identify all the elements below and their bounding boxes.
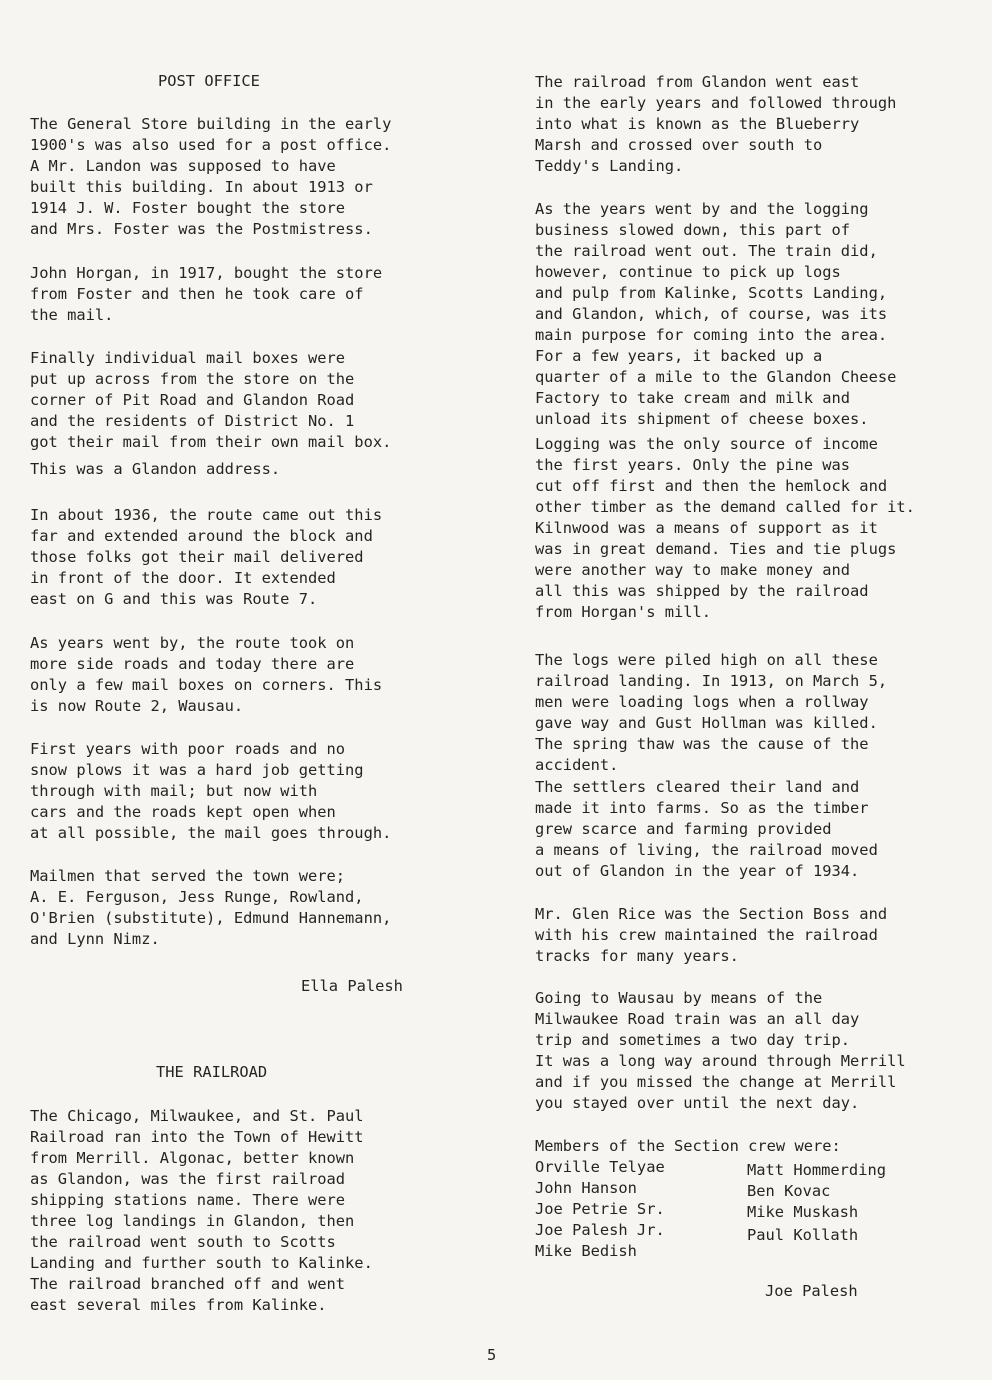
text-line: The General Store building in the early (30, 115, 392, 133)
post-office-paragraph-5 (30, 505, 382, 610)
text-line: Mr. Glen Rice was the Section Boss and (535, 905, 888, 923)
text-line: east on G and this was Route 7. (30, 590, 318, 608)
text-line: Railroad ran into the Town of Hewitt (30, 1128, 364, 1146)
railroad-heading: THE RAILROAD (156, 1063, 268, 1081)
post-office-paragraph-1 (30, 114, 391, 240)
text-line: Logging was the only source of income (535, 435, 878, 453)
text-line: got their mail from their own mail box. (30, 433, 392, 451)
post-office-paragraph-2 (30, 263, 382, 326)
text-line: For a few years, it backed up a (535, 347, 823, 365)
text-line: and the residents of District No. 1 (30, 412, 355, 430)
text-line: from Horgan's mill. (535, 603, 712, 621)
text-line: 1914 J. W. Foster bought the store (30, 199, 346, 217)
text-line: As the years went by and the logging (535, 200, 869, 218)
text-line: and Lynn Nimz. (30, 930, 160, 948)
text-line: with his crew maintained the railroad (535, 926, 878, 944)
text-line: out of Glandon in the year of 1934. (535, 862, 860, 880)
text-line: three log landings in Glandon, then (30, 1212, 355, 1230)
text-line: Ben Kovac (747, 1182, 831, 1200)
railroad-paragraph-5 (535, 777, 878, 882)
text-line: built this building. In about 1913 or (30, 178, 373, 196)
text-line: The railroad branched off and went (30, 1275, 346, 1293)
text-line: all this was shipped by the railroad (535, 582, 869, 600)
text-line: those folks got their mail delivered (30, 548, 364, 566)
text-line: The settlers cleared their land and (535, 778, 860, 796)
text-line: The Chicago, Milwaukee, and St. Paul (30, 1107, 364, 1125)
text-line: quarter of a mile to the Glandon Cheese (535, 368, 897, 386)
text-line: Mailmen that served the town were; (30, 867, 346, 885)
text-line: Teddy's Landing. (535, 157, 684, 175)
post-office-paragraph-4 (30, 459, 280, 480)
text-line: John Hanson (535, 1179, 637, 1197)
text-line: shipping stations name. There were (30, 1191, 346, 1209)
text-line: Milwaukee Road train was an all day (535, 1010, 860, 1028)
text-line: Finally individual mail boxes were (30, 349, 346, 367)
text-line: corner of Pit Road and Glandon Road (30, 391, 355, 409)
crew-list-left (535, 1157, 665, 1262)
post-office-heading: POST OFFICE (158, 72, 260, 90)
text-line: It was a long way around through Merrill (535, 1052, 906, 1070)
text-line: In about 1936, the route came out this (30, 506, 383, 524)
text-line: far and extended around the block and (30, 527, 373, 545)
post-office-paragraph-3 (30, 348, 391, 453)
text-line: The railroad from Glandon went east (535, 73, 860, 91)
text-line: Joe Petrie Sr. (535, 1200, 665, 1218)
railroad-paragraph-4 (535, 650, 887, 776)
page-number: 5 (487, 1346, 497, 1364)
text-line: First years with poor roads and no (30, 740, 346, 758)
text-line: men were loading logs when a rollway (535, 693, 869, 711)
text-line: more side roads and today there are (30, 655, 355, 673)
text-line: unload its shipment of cheese boxes. (535, 410, 869, 428)
text-line: gave way and Gust Hollman was killed. (535, 714, 878, 732)
text-line: the railroad went out. The train did, (535, 242, 878, 260)
text-line: As years went by, the route took on (30, 634, 355, 652)
text-line: however, continue to pick up logs (535, 263, 841, 281)
text-line: the railroad went south to Scotts (30, 1233, 336, 1251)
post-office-signature: Ella Palesh (301, 977, 403, 995)
text-line: Landing and further south to Kalinke. (30, 1254, 373, 1272)
text-line: were another way to make money and (535, 561, 851, 579)
text-line: the mail. (30, 306, 114, 324)
text-line: in front of the door. It extended (30, 569, 336, 587)
text-line: from Merrill. Algonac, better known (30, 1149, 355, 1167)
railroad-paragraph-3 (535, 434, 915, 623)
text-line: snow plows it was a hard job getting (30, 761, 364, 779)
crew-list-right (747, 1160, 886, 1249)
railroad-paragraph-1 (535, 72, 896, 177)
text-line: at all possible, the mail goes through. (30, 824, 392, 842)
text-line: This was a Glandon address. (30, 460, 281, 478)
text-line: from Foster and then he took care of (30, 285, 364, 303)
railroad-paragraph-6 (535, 904, 887, 967)
crew-intro: Members of the Section crew were: (535, 1137, 841, 1155)
text-line: into what is known as the Blueberry (535, 115, 860, 133)
text-line: Kilnwood was a means of support as it (535, 519, 878, 537)
post-office-paragraph-8 (30, 866, 391, 950)
text-line: railroad landing. In 1913, on March 5, (535, 672, 888, 690)
railroad-left-paragraph (30, 1106, 373, 1316)
text-line: cut off first and then the hemlock and (535, 477, 888, 495)
text-line: main purpose for coming into the area. (535, 326, 888, 344)
text-line: cars and the roads kept open when (30, 803, 336, 821)
text-line: and if you missed the change at Merrill (535, 1073, 897, 1091)
text-line: John Horgan, in 1917, bought the store (30, 264, 383, 282)
text-line: and Glandon, which, of course, was its (535, 305, 888, 323)
text-line: is now Route 2, Wausau. (30, 697, 244, 715)
text-line: grew scarce and farming provided (535, 820, 832, 838)
text-line: you stayed over until the next day. (535, 1094, 860, 1112)
text-line: A Mr. Landon was supposed to have (30, 157, 336, 175)
text-line: A. E. Ferguson, Jess Runge, Rowland, (30, 888, 364, 906)
text-line: through with mail; but now with (30, 782, 318, 800)
text-line: east several miles from Kalinke. (30, 1296, 327, 1314)
text-line: Going to Wausau by means of the (535, 989, 823, 1007)
text-line: The spring thaw was the cause of the (535, 735, 869, 753)
text-line: O'Brien (substitute), Edmund Hannemann, (30, 909, 392, 927)
text-line: a means of living, the railroad moved (535, 841, 878, 859)
text-line: The logs were piled high on all these (535, 651, 878, 669)
text-line: only a few mail boxes on corners. This (30, 676, 383, 694)
text-line: was in great demand. Ties and tie plugs (535, 540, 897, 558)
text-line: Mike Muskash (747, 1203, 859, 1221)
text-line: Mike Bedish (535, 1242, 637, 1260)
text-line: in the early years and followed through (535, 94, 897, 112)
text-line: accident. (535, 756, 619, 774)
text-line: Matt Hommerding (747, 1161, 886, 1179)
text-line: made it into farms. So as the timber (535, 799, 869, 817)
text-line: Orville Telyae (535, 1158, 665, 1176)
text-line: and Mrs. Foster was the Postmistress. (30, 220, 373, 238)
text-line: put up across from the store on the (30, 370, 355, 388)
railroad-signature: Joe Palesh (765, 1282, 858, 1300)
post-office-paragraph-7 (30, 739, 391, 844)
text-line: Joe Palesh Jr. (535, 1221, 665, 1239)
railroad-paragraph-2 (535, 199, 896, 430)
text-line: tracks for many years. (535, 947, 739, 965)
railroad-paragraph-7 (535, 988, 906, 1114)
text-line: and pulp from Kalinke, Scotts Landing, (535, 284, 888, 302)
text-line: Paul Kollath (747, 1226, 859, 1244)
text-line: business slowed down, this part of (535, 221, 851, 239)
text-line: Factory to take cream and milk and (535, 389, 851, 407)
text-line: Marsh and crossed over south to (535, 136, 823, 154)
text-line: other timber as the demand called for it. (535, 498, 915, 516)
text-line: 1900's was also used for a post office. (30, 136, 392, 154)
post-office-paragraph-6 (30, 633, 382, 717)
text-line: the first years. Only the pine was (535, 456, 851, 474)
text-line: as Glandon, was the first railroad (30, 1170, 346, 1188)
text-line: trip and sometimes a two day trip. (535, 1031, 851, 1049)
